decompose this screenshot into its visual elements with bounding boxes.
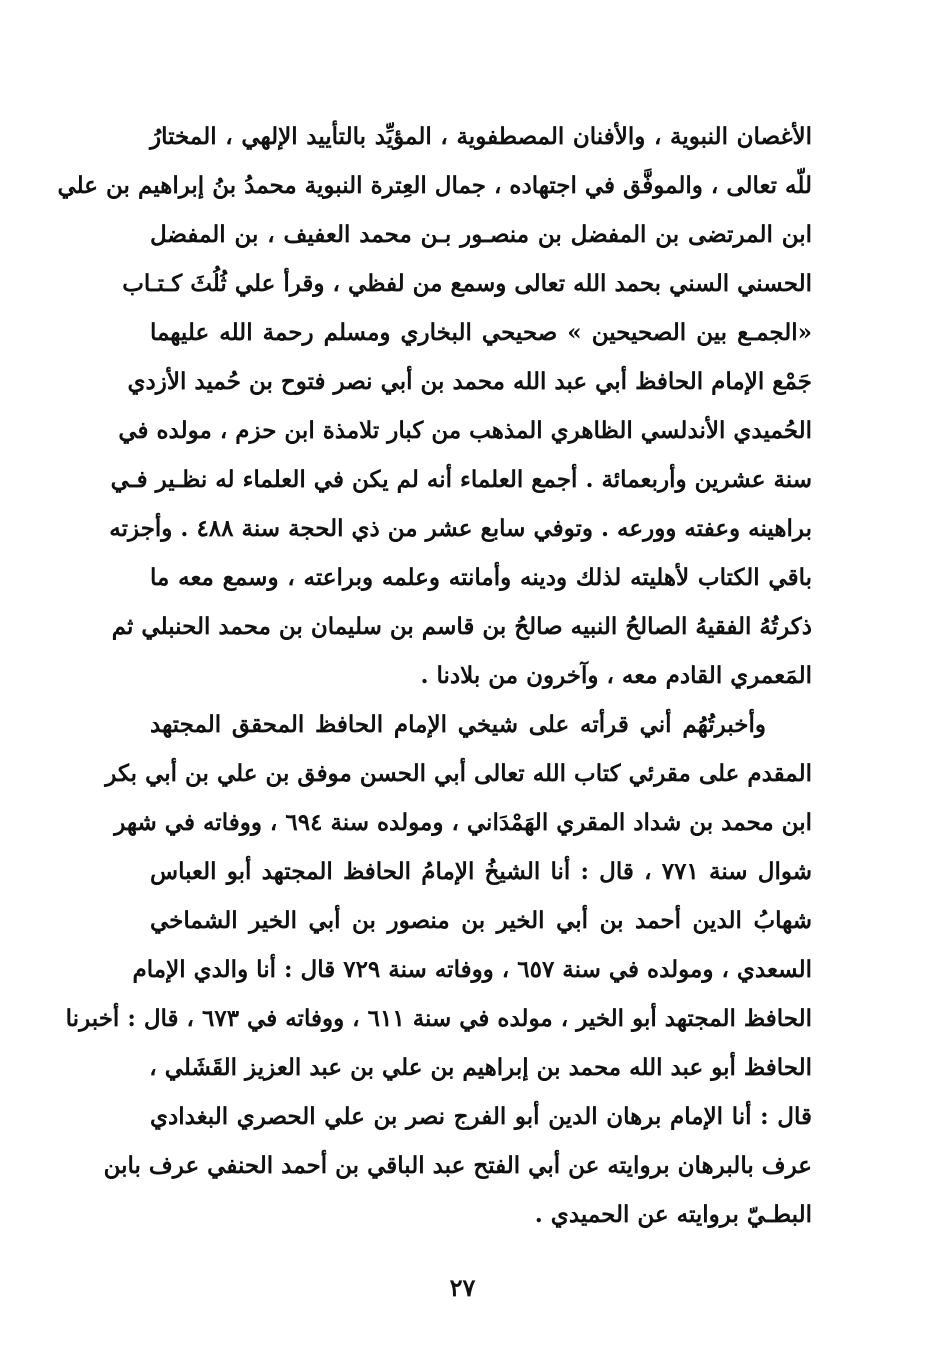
text-line: المقدم على مقرئي كتاب الله تعالى أبي الحسن موفق بن علي بن أبي بكر <box>105 760 812 787</box>
text-line: السعدي ، ومولده في سنة ٦٥٧ ، ووفاته سنة ٧٢٩ قال : أنا والدي الإمام <box>132 956 812 983</box>
text-line: وأخبرتُهُم أني قرأته على شيخي الإمام الحافظ المحقق المجتهد <box>150 711 766 738</box>
text-line: للّه تعالى ، والموفَّق في اجتهاده ، جمال العِترة النبوية محمدُ بنُ إبراهيم بن علي <box>57 172 812 199</box>
text-line: باقي الكتاب لأهليته لذلك ودينه وأمانته وعلمه وبراعته ، وسمع معه ما <box>150 564 812 591</box>
text-line: ابن محمد بن شداد المقري الهَمْدَاني ، ومولده سنة ٦٩٤ ، ووفاته في شهر <box>114 809 812 836</box>
text-line: الحافظ أبو عبد الله محمد بن إبراهيم بن علي بن عبد العزيز القَشَلي ، <box>149 1054 812 1081</box>
paragraph <box>57 112 812 700</box>
text-line: «الجمـع بين الصحيحين » صحيحي البخاري ومسلم رحمة الله عليهما <box>150 319 812 346</box>
text-line: جَمْع الإمام الحافظ أبي عبد الله محمد بن أبي نصر فتوح بن حُميد الأزدي <box>127 368 812 395</box>
text-line: الأغصان النبوية ، والأفنان المصطفوية ، المؤيِّد بالتأييد الإلهي ، المختارُ <box>150 123 812 150</box>
text-line: ابن المرتضى بن المفضل بن منصـور بـن محمد العفيف ، بن المفضل <box>150 221 812 248</box>
text-line: ذكرتُهُ الفقيهُ الصالحُ النبيه صالحُ بن قاسم بن سليمان بن محمد الحنبلي ثم <box>111 613 812 640</box>
text-line: المَعمري القادم معه ، وآخرون من بلادنا . <box>420 662 812 689</box>
text-line: الحافظ المجتهد أبو الخير ، مولده في سنة ٦١١ ، ووفاته في ٦٧٣ ، قال : أخبرنا <box>65 1005 812 1032</box>
text-line: براهينه وعفته وورعه . وتوفي سابع عشر من ذي الحجة سنة ٤٨٨ . وأجزته <box>109 515 812 542</box>
text-line: شهابُ الدين أحمد بن أبي الخير بن منصور بن أبي الخير الشماخي <box>150 907 812 934</box>
paragraph <box>65 700 812 1239</box>
page-number: ٢٧ <box>449 1273 476 1302</box>
text-line: الحسني السني بحمد الله تعالى وسمع من لفظي ، وقرأ علي ثُلُثَ كـتـاب <box>122 270 812 297</box>
text-line: البطـيّ بروايته عن الحميدي . <box>534 1201 812 1228</box>
text-line: عرف بالبرهان بروايته عن أبي الفتح عبد الباقي بن أحمد الحنفي عرف بابن <box>103 1152 812 1179</box>
text-line: سنة عشرين وأربعمائة . أجمع العلماء أنه لم يكن في العلماء له نظـير فـي <box>110 466 812 493</box>
body-text <box>57 112 812 1239</box>
text-line: شوال سنة ٧٧١ ، قال : أنا الشيخُ الإمامُ الحافظ المجتهد أبو العباس <box>150 858 812 885</box>
text-line: قال : أنا الإمام برهان الدين أبو الفرج نصر بن علي الحصري البغدادي <box>150 1103 812 1130</box>
text-line: الحُميدي الأندلسي الظاهري المذهب من كبار تلامذة ابن حزم ، مولده في <box>118 417 812 444</box>
